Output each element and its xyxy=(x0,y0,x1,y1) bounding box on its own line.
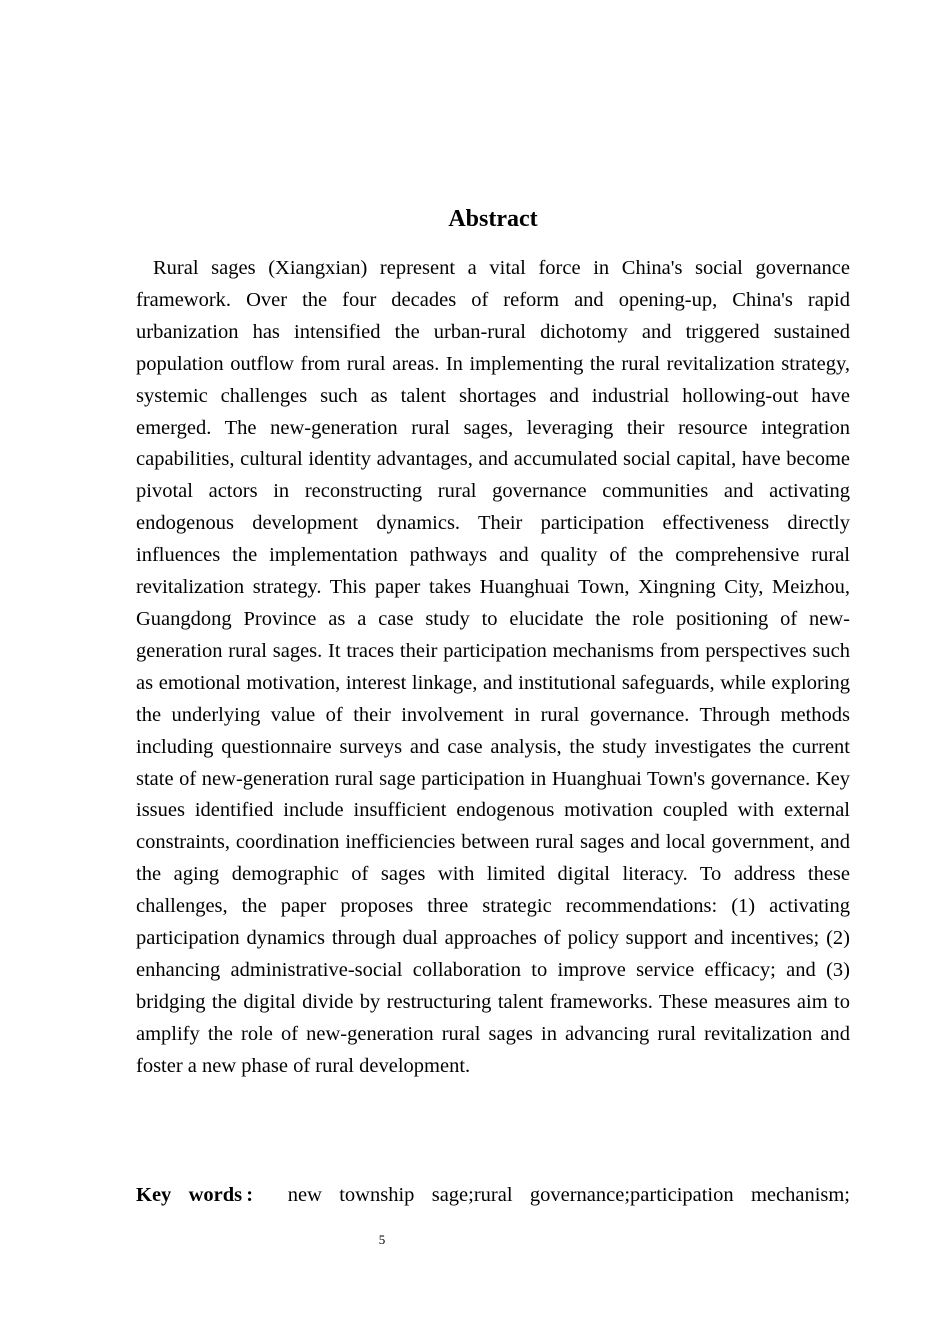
keywords-label: Key words : xyxy=(136,1184,254,1206)
page-number: 5 xyxy=(378,1232,386,1247)
abstract-body: Rural sages (Xiangxian) represent a vital force in China's social governance framework. Over the four decades of reform and opening-up, China's rapid urbanization has intensified the urban-rural dichotomy and triggered sustained population outflow from rural areas. In implementing the rural revitalization strategy, systemic challenges such as talent shortages and industrial hollowing-out have emerged. The new-generation rural sages, leveraging their resource integration capabilities, cultural identity advantages, and accumulated social capital, have become pivotal actors in reconstructing rural governance communities and activating endogenous development dynamics. Their participation effectiveness directly influences the implementation pathways and quality of the comprehensive rural revitalization strategy. This paper takes Huanghuai Town, Xingning City, Meizhou, Guangdong Province as a case study to elucidate the role positioning of new-generation rural sages. It traces their participation mechanisms from perspectives such as emotional motivation, interest linkage, and institutional safeguards, while exploring the underlying value of their involvement in rural governance. Through methods including questionnaire surveys and case analysis, the study investigates the current state of new-generation rural sage participation in Huanghuai Town's governance. Key issues identified include insufficient endogenous motivation coupled with external constraints, coordination inefficiencies between rural sages and local government, and the aging demographic of sages with limited digital literacy. To address these challenges, the paper proposes three strategic recommendations: (1) activating participation dynamics through dual approaches of policy support and incentives; (2) enhancing administrative-social collaboration to improve service efficacy; and (3) bridging the digital divide by restructuring talent frameworks. These measures aim to amplify the role of new-generation rural sages in advancing rural revitalization and foster a new phase of rural development. xyxy=(136,257,850,1077)
keywords-line xyxy=(136,1180,850,1212)
abstract-title: Abstract xyxy=(448,206,538,232)
keywords-text: new township sage;rural governance;participation mechanism; xyxy=(287,1184,851,1206)
